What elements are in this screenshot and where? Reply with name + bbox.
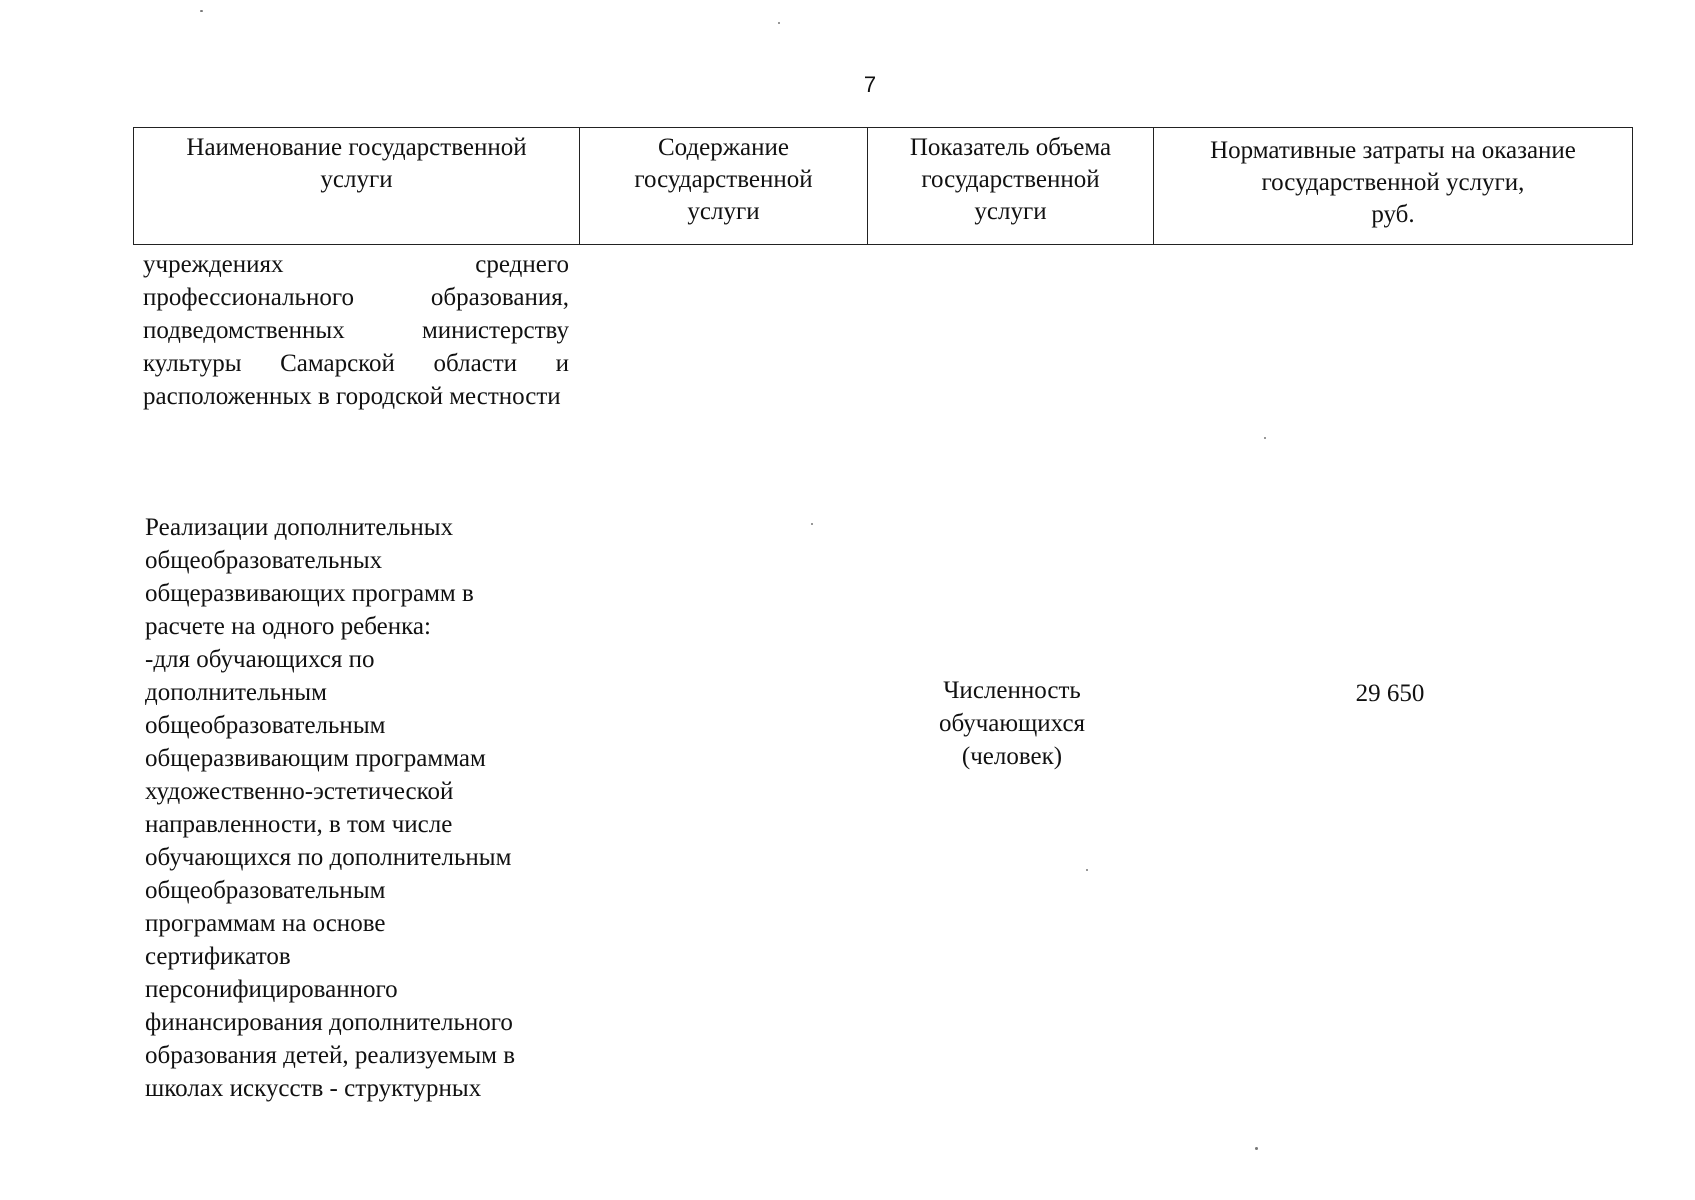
volume-indicator-text: Численность обучающихся (человек) <box>938 677 1086 770</box>
continuation-text: учреждениях среднего профессионального образования, подведомственных министерству культуры Самарской области и расположенных в городской местности <box>143 251 569 410</box>
scan-speck <box>200 10 203 12</box>
table-header <box>133 127 1633 245</box>
service-name-text: Реализации дополнительных общеобразовательных общеразвивающих программ в расчете на одного ребенка: -для обучающихся по дополнительным общеобразовательным общеразвивающим программам художественно-эстетической направленности, в том числе обучающихся по дополнительным общеобразовательным программам на основе сертификатов персонифицированного финансирования дополнительного образования детей, реализуемым в школах искусств - структурных <box>145 514 516 1102</box>
scan-speck <box>811 523 813 525</box>
scan-speck <box>1255 1147 1258 1150</box>
header-service-content-label: Содержание государственной услуги <box>634 134 813 225</box>
header-service-name <box>134 128 580 244</box>
page-number: 7 <box>863 72 877 97</box>
header-service-name-label: Наименование государственной услуги <box>186 134 527 193</box>
header-normative-costs <box>1154 128 1632 244</box>
normative-cost-value: 29 650 <box>1355 680 1425 707</box>
header-service-content <box>580 128 868 244</box>
header-volume-indicator-label: Показатель объема государственной услуги <box>909 134 1112 225</box>
scan-speck <box>778 22 780 24</box>
scan-speck <box>1264 437 1266 439</box>
header-volume-indicator <box>868 128 1154 244</box>
header-normative-costs-label: Нормативные затраты на оказание государственной услуги, руб. <box>1210 137 1576 228</box>
scan-speck <box>1086 869 1088 871</box>
